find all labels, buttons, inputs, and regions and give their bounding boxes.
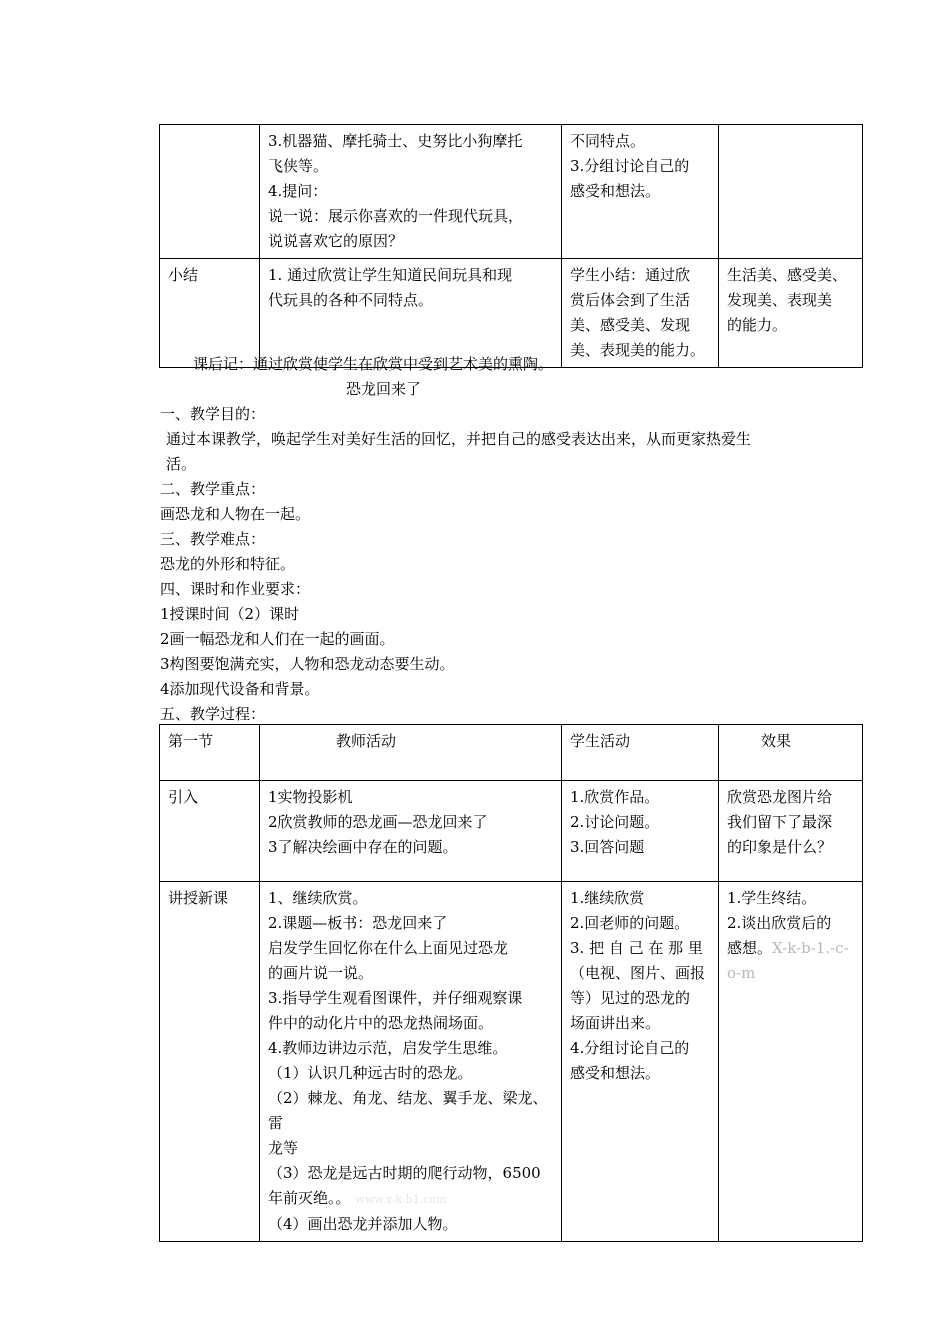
cell-line: 件中的动化片中的恐龙热闹场面。	[268, 1014, 494, 1032]
table-cell	[719, 781, 863, 882]
table-row	[160, 125, 863, 259]
cell-line: 发现美、表现美	[727, 291, 833, 309]
cell-line: 启发学生回忆你在什么上面见过恐龙	[268, 939, 509, 957]
cell-line: 4.分组讨论自己的	[570, 1039, 690, 1057]
lesson-title: 恐龙回来了	[346, 380, 422, 398]
paragraph: 活。	[166, 455, 197, 473]
table-cell	[260, 882, 562, 1242]
cell-line: 龙等	[268, 1139, 299, 1157]
cell-line: 代玩具的各种不同特点。	[268, 291, 434, 309]
cell-line: （3）恐龙是远古时期的爬行动物，6500	[268, 1164, 541, 1182]
cell-line: （电视、图片、画报	[570, 964, 706, 982]
table-row	[160, 781, 863, 882]
paragraph: 恐龙的外形和特征。	[160, 555, 296, 573]
paragraph: 通过本课教学，唤起学生对美好生活的回忆，并把自己的感受表达出来，从而更家热爱生	[166, 430, 752, 448]
cell-line: 等）见过的恐龙的	[570, 989, 691, 1007]
watermark: www.x-k-b1.com	[355, 1193, 447, 1206]
table-cell	[160, 125, 260, 259]
cell-line: （4）画出恐龙并添加人物。	[268, 1215, 458, 1233]
paragraph: 画恐龙和人物在一起。	[160, 505, 311, 523]
cell-line: 不同特点。	[570, 132, 646, 150]
paragraph: 2画一幅恐龙和人们在一起的画面。	[160, 630, 395, 648]
cell-line: 飞侠等。	[268, 157, 329, 175]
cell-line: 1.学生终结。	[727, 889, 817, 907]
cell-line: 2.回老师的问题。	[570, 914, 690, 932]
cell-line: 欣赏恐龙图片给	[727, 788, 833, 806]
table-header-cell: 第一节	[160, 725, 260, 781]
table-header-row	[160, 725, 863, 781]
cell-line: 1、继续欣赏。	[268, 889, 368, 907]
cell-line: 我们留下了最深	[727, 813, 833, 831]
table-cell	[719, 259, 863, 368]
cell-line: 3.分组讨论自己的	[570, 157, 690, 175]
table-cell	[260, 781, 562, 882]
cell-line: 1.继续欣赏	[570, 889, 645, 907]
table-cell	[260, 125, 562, 259]
cell-line: 的印象是什么？	[727, 838, 833, 856]
table-header-cell: 学生活动	[562, 725, 719, 781]
cell-line: 3.指导学生观看图课件，并仔细观察课	[268, 989, 523, 1007]
cell-line: 说一说：展示你喜欢的一件现代玩具，	[268, 207, 524, 225]
table-cell	[719, 125, 863, 259]
after-class-note: 课后记：通过欣赏使学生在欣赏中受到艺术美的熏陶。	[193, 355, 554, 373]
cell-line: 4.教师边讲边示范，启发学生思维。	[268, 1039, 508, 1057]
section-heading: 二、教学重点：	[160, 480, 266, 498]
table-cell: 小结	[160, 259, 260, 368]
cell-line: 3.回答问题	[570, 838, 645, 856]
cell-line: 感受和想法。	[570, 182, 661, 200]
cell-line: 3. 把 自 己 在 那 里	[570, 939, 703, 957]
cell-line: 说说喜欢它的原因？	[268, 232, 404, 250]
cell-line: 2.谈出欣赏后的	[727, 914, 832, 932]
cell-line: 赏后体会到了生活	[570, 291, 691, 309]
cell-line: 学生小结：通过欣	[570, 266, 691, 284]
lesson-table-1	[159, 124, 863, 368]
section-heading: 三、教学难点：	[160, 530, 266, 548]
cell-line: （1）认识几种远古时的恐龙。	[268, 1064, 473, 1082]
table-cell	[562, 125, 719, 259]
cell-line: 美、表现美的能力。	[570, 341, 706, 359]
cell-line: 的画片说一说。	[268, 964, 374, 982]
table-cell	[562, 781, 719, 882]
cell-line: 2.课题—板书：恐龙回来了	[268, 914, 448, 932]
cell-line: 场面讲出来。	[570, 1014, 661, 1032]
section-heading: 一、教学目的：	[160, 405, 266, 423]
cell-line: 1.欣赏作品。	[570, 788, 660, 806]
paragraph: 1授课时间（2）课时	[160, 605, 300, 623]
table-cell: 引入	[160, 781, 260, 882]
table-cell	[562, 259, 719, 368]
lesson-table-2	[159, 724, 863, 1242]
paragraph: 4添加现代设备和背景。	[160, 680, 320, 698]
cell-line: 的能力。	[727, 316, 788, 334]
cell-line: 年前灭绝。。 www.x-k-b1.com	[268, 1189, 447, 1207]
watermark: o-m	[727, 964, 756, 982]
cell-line: 1实物投影机	[268, 788, 353, 806]
cell-line: 生活美、感受美、	[727, 266, 848, 284]
watermark: X-k-b-1.-c-	[772, 939, 849, 957]
cell-line: 感想。X-k-b-1.-c-	[727, 939, 849, 957]
cell-line: 美、感受美、发现	[570, 316, 691, 334]
table-row	[160, 882, 863, 1242]
table-cell: 讲授新课	[160, 882, 260, 1242]
paragraph: 3构图要饱满充实，人物和恐龙动态要生动。	[160, 655, 455, 673]
table-cell	[562, 882, 719, 1242]
cell-line: 1. 通过欣赏让学生知道民间玩具和现	[268, 266, 513, 284]
section-heading: 四、课时和作业要求：	[160, 580, 311, 598]
cell-line: （2）棘龙、角龙、结龙、翼手龙、梁龙、雷	[268, 1089, 548, 1132]
cell-line: 感受和想法。	[570, 1064, 661, 1082]
table-header-cell: 效果	[719, 725, 863, 781]
cell-line: 4.提问：	[268, 182, 328, 200]
cell-line: 3.机器猫、摩托骑士、史努比小狗摩托	[268, 132, 523, 150]
section-heading: 五、教学过程：	[160, 705, 266, 723]
table-cell	[719, 882, 863, 1242]
cell-line: 2欣赏教师的恐龙画—恐龙回来了	[268, 813, 488, 831]
cell-line: 3了解决绘画中存在的问题。	[268, 838, 458, 856]
cell-line: 2.讨论问题。	[570, 813, 660, 831]
table-header-cell: 教师活动	[260, 725, 562, 781]
